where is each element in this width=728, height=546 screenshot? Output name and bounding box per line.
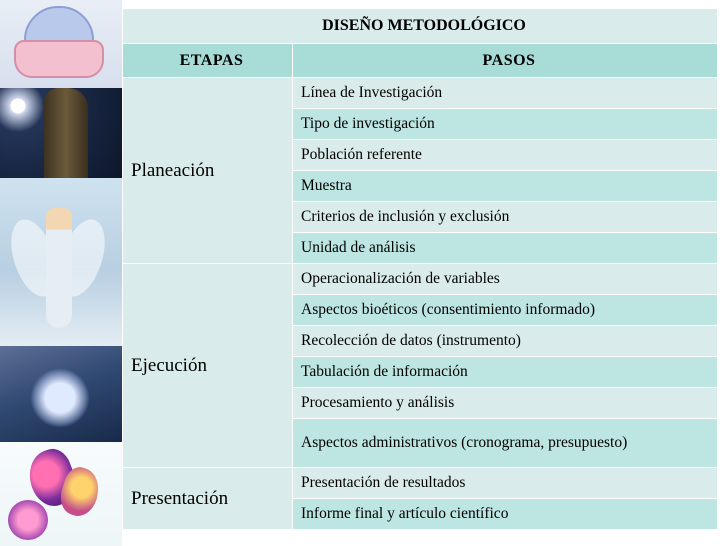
step-cell: Muestra [293, 171, 718, 202]
cradle-illustration [0, 0, 122, 88]
title-row [123, 9, 718, 44]
step-cell: Recolección de datos (instrumento) [293, 326, 718, 357]
butterfly-pink [8, 500, 48, 540]
step-cell: Criterios de inclusión y exclusión [293, 202, 718, 233]
step-cell: Procesamiento y análisis [293, 388, 718, 419]
step-cell: Línea de Investigación [293, 78, 718, 109]
dancer-glow [30, 368, 90, 428]
table-row [123, 468, 718, 499]
stage-planeacion: Planeación [123, 78, 293, 264]
step-cell: Aspectos administrativos (cronograma, presupuesto) [293, 419, 718, 468]
stage-presentacion: Presentación [123, 468, 293, 530]
stage-ejecucion: Ejecución [123, 264, 293, 468]
methodology-table [122, 8, 718, 530]
header-pasos: PASOS [293, 44, 718, 78]
header-etapas: ETAPAS [123, 44, 293, 78]
step-cell: Unidad de análisis [293, 233, 718, 264]
butterflies-illustration [0, 442, 122, 546]
header-row [123, 44, 718, 78]
step-cell: Aspectos bioéticos (consentimiento informado) [293, 295, 718, 326]
step-cell: Tabulación de información [293, 357, 718, 388]
step-cell: Población referente [293, 140, 718, 171]
fairy-figure [46, 208, 72, 328]
step-cell: Operacionalización de variables [293, 264, 718, 295]
tree-trunk [44, 88, 88, 178]
table-row [123, 264, 718, 295]
night-tree-illustration [0, 88, 122, 178]
step-cell: Presentación de resultados [293, 468, 718, 499]
cradle [14, 40, 104, 78]
dancer-illustration [0, 346, 122, 442]
decorative-image-strip [0, 0, 122, 546]
step-cell: Tipo de investigación [293, 109, 718, 140]
table-row [123, 78, 718, 109]
table-title: DISEÑO METODOLÓGICO [123, 9, 718, 44]
step-cell: Informe final y artículo científico [293, 499, 718, 530]
fairy-illustration [0, 178, 122, 346]
